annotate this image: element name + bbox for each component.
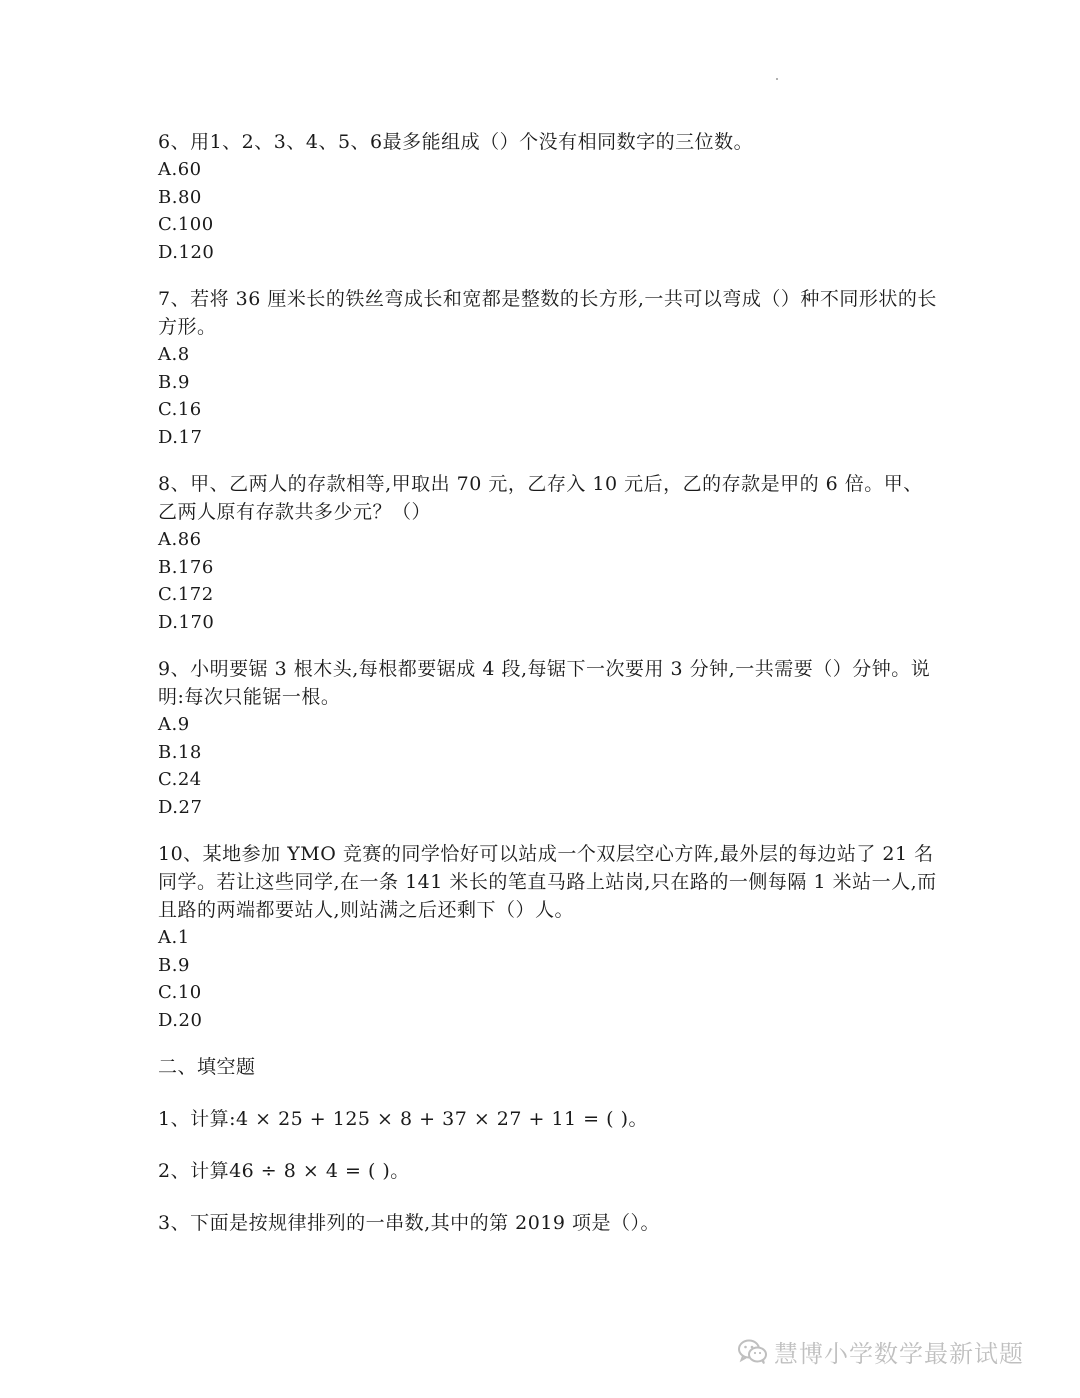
document-content	[158, 128, 938, 1261]
question-10	[158, 840, 938, 1034]
option-c: C.10	[158, 982, 202, 1003]
option-c: C.172	[158, 584, 214, 605]
question-text: 8、甲、乙两人的存款相等,甲取出 70 元，乙存入 10 元后，乙的存款是甲的 6 倍。甲、乙两人原有存款共多少元？（）	[158, 473, 923, 523]
wechat-icon	[738, 1339, 768, 1365]
fill-in-question-2: 2、计算46 ÷ 8 × 4 = ( )。	[158, 1160, 410, 1182]
option-d: D.27	[158, 796, 203, 818]
watermark	[738, 1334, 1024, 1369]
question-text: 7、若将 36 厘米长的铁丝弯成长和宽都是整数的长方形,一共可以弯成（）种不同形状的长方形。	[158, 288, 937, 338]
option-d: D.170	[158, 611, 215, 633]
option-c: C.24	[158, 769, 202, 790]
fill-in-question-1: 1、计算:4 × 25 + 125 × 8 + 37 × 27 + 11 = ( )。	[158, 1108, 648, 1130]
option-list	[158, 156, 938, 266]
question-text: 6、用1、2、3、4、5、6最多能组成（）个没有相同数字的三位数。	[158, 131, 754, 153]
option-c: C.100	[158, 214, 214, 235]
option-a: A.60	[158, 159, 202, 180]
option-a: A.1	[158, 927, 190, 948]
option-b: B.176	[158, 556, 214, 578]
option-list	[158, 924, 938, 1034]
option-d: D.17	[158, 426, 203, 448]
option-list	[158, 526, 938, 636]
option-list	[158, 341, 938, 451]
option-b: B.18	[158, 741, 202, 763]
option-a: A.8	[158, 344, 190, 365]
section-title: 二、填空题	[158, 1056, 256, 1078]
option-b: B.9	[158, 371, 190, 393]
question-9	[158, 655, 938, 821]
fill-in-question-3: 3、下面是按规律排列的一串数,其中的第 2019 项是（）。	[158, 1212, 661, 1234]
option-a: A.9	[158, 714, 190, 735]
option-list	[158, 711, 938, 821]
question-8	[158, 470, 938, 636]
option-b: B.9	[158, 954, 190, 976]
option-d: D.120	[158, 241, 215, 263]
scan-dot	[776, 78, 778, 80]
question-text: 10、某地参加 YMO 竞赛的同学恰好可以站成一个双层空心方阵,最外层的每边站了 21 名同学。若让这些同学,在一条 141 米长的笔直马路上站岗,只在路的一侧每隔 1 米站一人,而且路的两端都要站人,则站满之后还剩下（）人。	[158, 843, 937, 921]
question-text: 9、小明要锯 3 根木头,每根都要锯成 4 段,每锯下一次要用 3 分钟,一共需要（）分钟。说明:每次只能锯一根。	[158, 658, 931, 708]
question-7	[158, 285, 938, 451]
option-c: C.16	[158, 399, 202, 420]
option-a: A.86	[158, 529, 202, 550]
option-d: D.20	[158, 1009, 203, 1031]
watermark-text: 慧博小学数学最新试题	[774, 1340, 1024, 1368]
option-b: B.80	[158, 186, 202, 208]
question-6	[158, 128, 938, 266]
